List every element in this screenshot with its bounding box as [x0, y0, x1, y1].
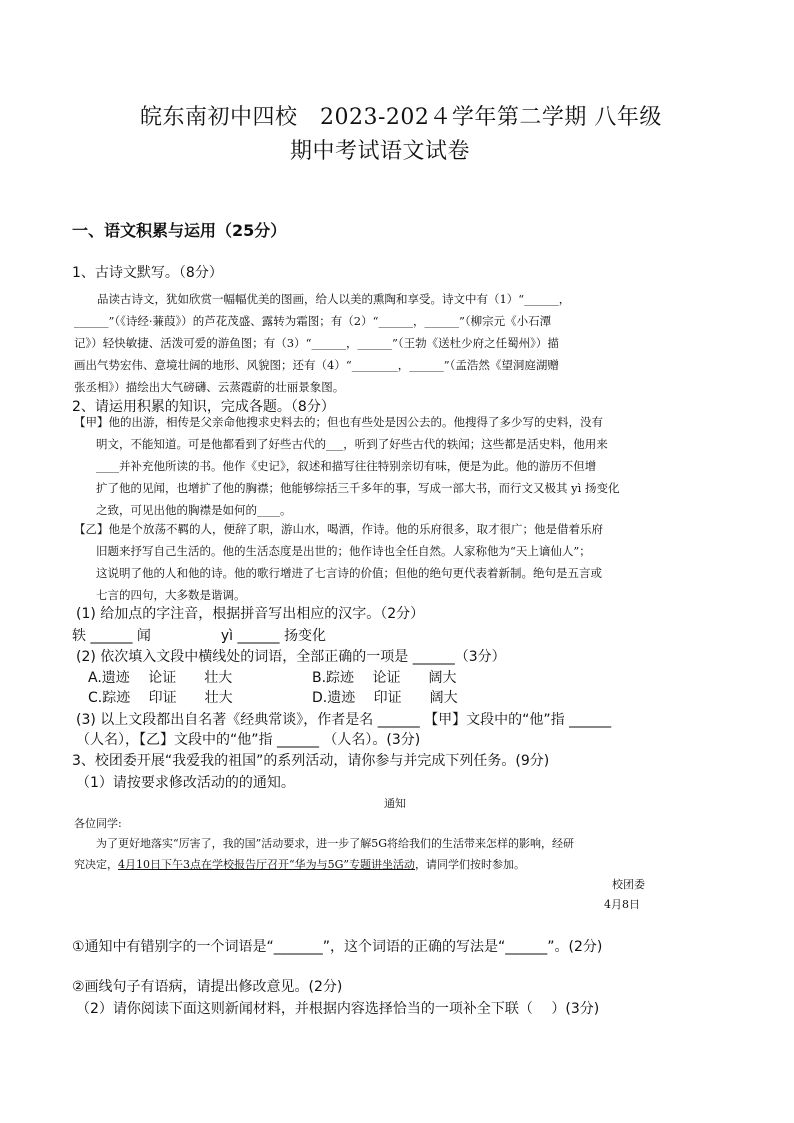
- notice-body-line1: 为了更好地落实“厉害了，我的国”活动要求，进一步了解5G将给我们的生活带来怎样的影响，经研: [74, 837, 575, 850]
- q2-sub3-line1: (3) 以上文段都出自名著《经典常谈》，作者是名 ______ 【甲】文段中的“他”指 ______: [76, 712, 612, 728]
- option-d: D.遗迹 印证 阔大: [312, 690, 458, 706]
- passage-line: 旧题来抒写自己生活的。他的生活态度是出世的；他作诗也全任自然。人家称他为“天上谪仙人”；: [96, 544, 591, 558]
- question-2-stem: 2、请运用积累的知识，完成各题。（8分）: [72, 399, 335, 415]
- notice-body-text: ，请同学们按时参加。: [415, 858, 526, 871]
- q2-sub2: (2) 依次填入文段中横线处的词语，全部正确的一项是 ______（3分）: [76, 649, 506, 665]
- passage-line: 明文，不能知道。可是他都看到了好些古代的___，听到了好些古代的轶闻；这些都是活史料，他用来: [96, 437, 608, 451]
- notice-greeting: 各位同学:: [74, 817, 122, 830]
- passage-line: 【乙】他是个放荡不羁的人，便辞了职，游山水，喝酒，作诗。他的乐府很多，取才很广；他是借着乐府: [74, 522, 603, 536]
- q3-item2: ②画线句子有语病，请提出修改意见。(2分): [72, 979, 343, 995]
- notice-signer: 校团委: [612, 878, 645, 891]
- q3-sub2: （2）请你阅读下面这则新闻材料，并根据内容选择恰当的一项补全下联（ ）(3分): [76, 1001, 600, 1017]
- passage-line: 之致，可见出他的胸襟是如何的____。: [96, 503, 292, 517]
- q3-item1: ①通知中有错别字的一个词语是“_______”，这个词语的正确的写法是“______”。(2分): [72, 939, 603, 955]
- question-1-stem: 1、古诗文默写。（8分）: [72, 265, 223, 281]
- passage-yi: [74, 518, 603, 606]
- q1-passage: [74, 288, 570, 398]
- q2-sub1: (1) 给加点的字注音，根据拼音写出相应的汉字。（2分）: [76, 606, 425, 622]
- exam-title-line1: 皖东南初中四校 2023-202４学年第二学期 八年级: [140, 105, 662, 130]
- notice-date: 4月8日: [604, 898, 640, 911]
- option-a: A.遗迹 论证 壮大: [88, 670, 233, 686]
- passage-line: 这说明了他的人和他的诗。他的歌行增进了七言诗的价值；但他的绝句更代表着新制。绝句是五言或: [96, 566, 602, 580]
- notice-title: 通知: [384, 797, 406, 810]
- passage-jia: [74, 411, 619, 521]
- q2-sub3-line2: （人名），【乙】文段中的“他”指 ______ （人名）。(3分): [76, 732, 421, 748]
- option-b: B.踪迹 论证 阔大: [312, 670, 457, 686]
- notice-body-line2: [74, 856, 525, 872]
- passage-line: 七言的四句，大多数是谐调。: [96, 588, 246, 602]
- passage-line: 【甲】他的出游，相传是父亲命他搜求史料去的；但也有些处是因公去的。他搜得了多少写的史料，没有: [74, 415, 603, 429]
- section-heading: 一、语文积累与运用（25分）: [72, 221, 287, 240]
- q1-line: 张丞相》）描绘出大气磅礴、云蒸霞蔚的壮丽景象图。: [74, 380, 345, 394]
- question-3-stem: 3、校团委开展“我爱我的祖国”的系列活动，请你参与并完成下列任务。(9分): [72, 753, 550, 769]
- underlined-sentence: 4月10日下午3点在学校报告厅召开“华为与5G”专题讲坐活动: [118, 858, 416, 871]
- exam-title-line2: 期中考试语文试卷: [290, 139, 471, 164]
- q1-line: 记》）轻快敏捷、活泼可爱的游鱼图；有（3）“______，______”（王勃《送杜少府之任蜀州》）描: [74, 336, 559, 350]
- q2-sub1-blanks: 轶 ______ 闻 yì ______ 扬变化: [72, 628, 326, 644]
- q1-line: 画出气势宏伟、意境壮阔的地形、风貌图；还有（4）“________，______”（孟浩然《望洞庭湖赠: [74, 358, 559, 372]
- notice-body-text: 究决定，: [74, 858, 118, 871]
- option-c: C.踪迹 印证 壮大: [88, 690, 233, 706]
- passage-line: 扩了他的见闻，也增扩了他的胸襟；他能够综括三千多年的事，写成一部大书，而行文又极其 yì 扬变化: [96, 481, 620, 495]
- q1-line: ______”（《诗经·蒹葭》）的芦花茂盛、露转为霜图；有（2）“______，______”（柳宗元《小石潭: [74, 314, 552, 328]
- q1-line: 品读古诗文，犹如欣赏一幅幅优美的图画，给人以美的熏陶和享受。诗文中有（1）“______，: [74, 292, 571, 306]
- q3-sub1: （1）请按要求修改活动的的通知。: [76, 775, 295, 791]
- passage-line: ____并补充他所读的书。他作《史记》，叙述和描写往往特别亲切有味，便是为此。他的游历不但增: [96, 459, 597, 473]
